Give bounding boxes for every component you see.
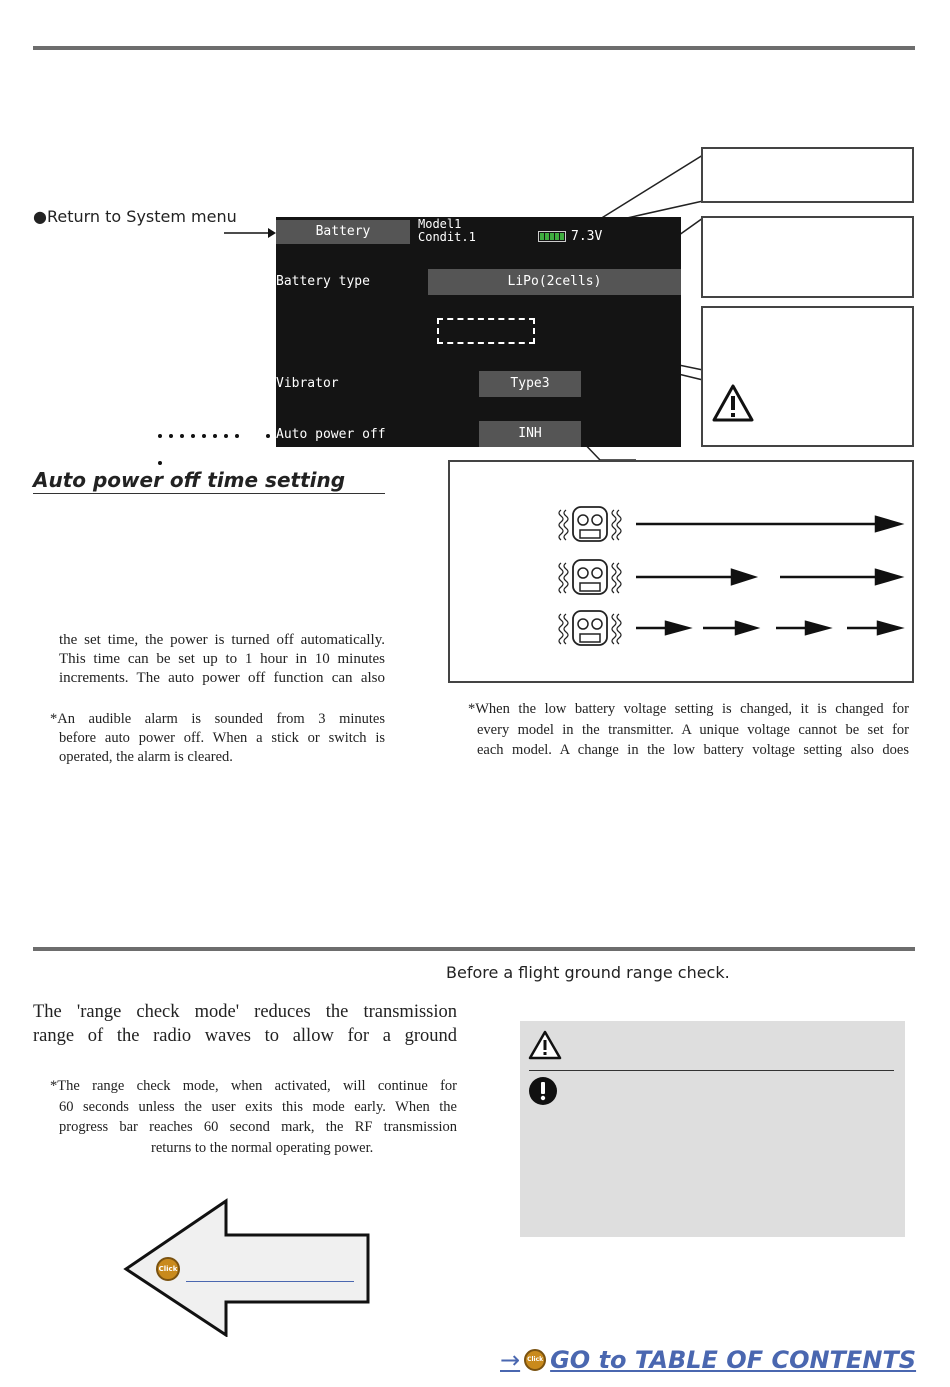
- warning-triangle-icon: [711, 383, 755, 423]
- warning-triangle-icon: [528, 1030, 562, 1060]
- condition-name: Condit.1: [418, 230, 476, 244]
- vibrator-button[interactable]: Type3: [479, 371, 581, 397]
- arrow-right-icon: →: [500, 1346, 521, 1374]
- battery-level-icon: [538, 231, 566, 242]
- text-line: every model in the transmitter. A unique voltage cannot be set for: [477, 721, 909, 738]
- back-link-underline[interactable]: [186, 1281, 354, 1282]
- text-line: each model. A change in the low battery voltage setting also does: [477, 742, 909, 758]
- text-line: returns to the normal operating power.: [151, 1139, 374, 1156]
- low-battery-callout-box: [701, 306, 914, 447]
- battery-type-callout-box: [701, 216, 914, 298]
- model-name: Model1: [418, 217, 462, 231]
- text-line: range of the radio waves to allow for a ground: [33, 1026, 457, 1046]
- battery-settings-screen: [276, 217, 681, 447]
- battery-type-label: Battery type: [276, 274, 370, 289]
- voltage-callout-box: [701, 147, 914, 203]
- auto-power-off-button[interactable]: INH: [479, 421, 581, 447]
- dotted-leader: [156, 430, 276, 470]
- text-line: increments. The auto power off function can also: [59, 670, 385, 686]
- heading-underline: [33, 493, 385, 494]
- vibrator-types-box: [448, 460, 914, 683]
- warning-divider: [529, 1070, 894, 1071]
- click-icon: Click: [524, 1349, 546, 1371]
- text-line: *An audible alarm is sounded from 3 minutes: [50, 711, 385, 727]
- range-check-warning-box: [520, 1021, 905, 1237]
- return-to-system-menu-label[interactable]: ●Return to System menu: [33, 207, 237, 226]
- battery-type-button[interactable]: LiPo(2cells): [428, 269, 681, 295]
- auto-power-off-paragraph: [59, 631, 385, 688]
- text-line: the set time, the power is turned off automatically.: [59, 632, 385, 648]
- toc-link-label[interactable]: GO to TABLE OF CONTENTS: [550, 1346, 917, 1374]
- text-line: before auto power off. When a stick or switch is: [59, 730, 385, 746]
- vibrator-label: Vibrator: [276, 376, 339, 391]
- vibration-patterns: [450, 462, 912, 681]
- text-line: *When the low battery voltage setting is changed, it is changed for: [468, 701, 909, 717]
- battery-button[interactable]: Battery: [276, 220, 410, 244]
- text-line: 60 seconds unless the user exits this mode early. When the: [59, 1098, 457, 1115]
- auto-power-off-label: Auto power off: [276, 427, 386, 442]
- exclamation-circle-icon: [528, 1076, 558, 1106]
- click-icon[interactable]: Click: [156, 1257, 180, 1281]
- text-line: progress bar reaches 60 second mark, the RF transmission: [59, 1119, 457, 1135]
- range-check-subtitle: Before a flight ground range check.: [446, 963, 730, 982]
- toc-link[interactable]: [500, 1346, 916, 1374]
- range-check-note: [50, 1076, 457, 1158]
- text-line: operated, the alarm is cleared.: [59, 749, 233, 765]
- transmitter-icon-type1: [559, 507, 621, 541]
- text-line: The 'range check mode' reduces the transmission: [33, 1002, 457, 1022]
- range-check-intro: [33, 1000, 457, 1048]
- section-rule: [33, 947, 915, 951]
- auto-power-off-alarm-note: [50, 710, 385, 767]
- low-battery-value-placeholder[interactable]: [437, 318, 535, 344]
- text-line: *The range check mode, when activated, will continue for: [50, 1078, 457, 1094]
- transmitter-icon-type2: [559, 560, 621, 594]
- battery-voltage: 7.3V: [571, 229, 603, 244]
- low-battery-note: [468, 699, 909, 761]
- text-line: This time can be set up to 1 hour in 10 minutes: [59, 651, 385, 667]
- transmitter-icon-type3: [559, 611, 621, 645]
- auto-power-off-heading: Auto power off time setting: [33, 468, 346, 492]
